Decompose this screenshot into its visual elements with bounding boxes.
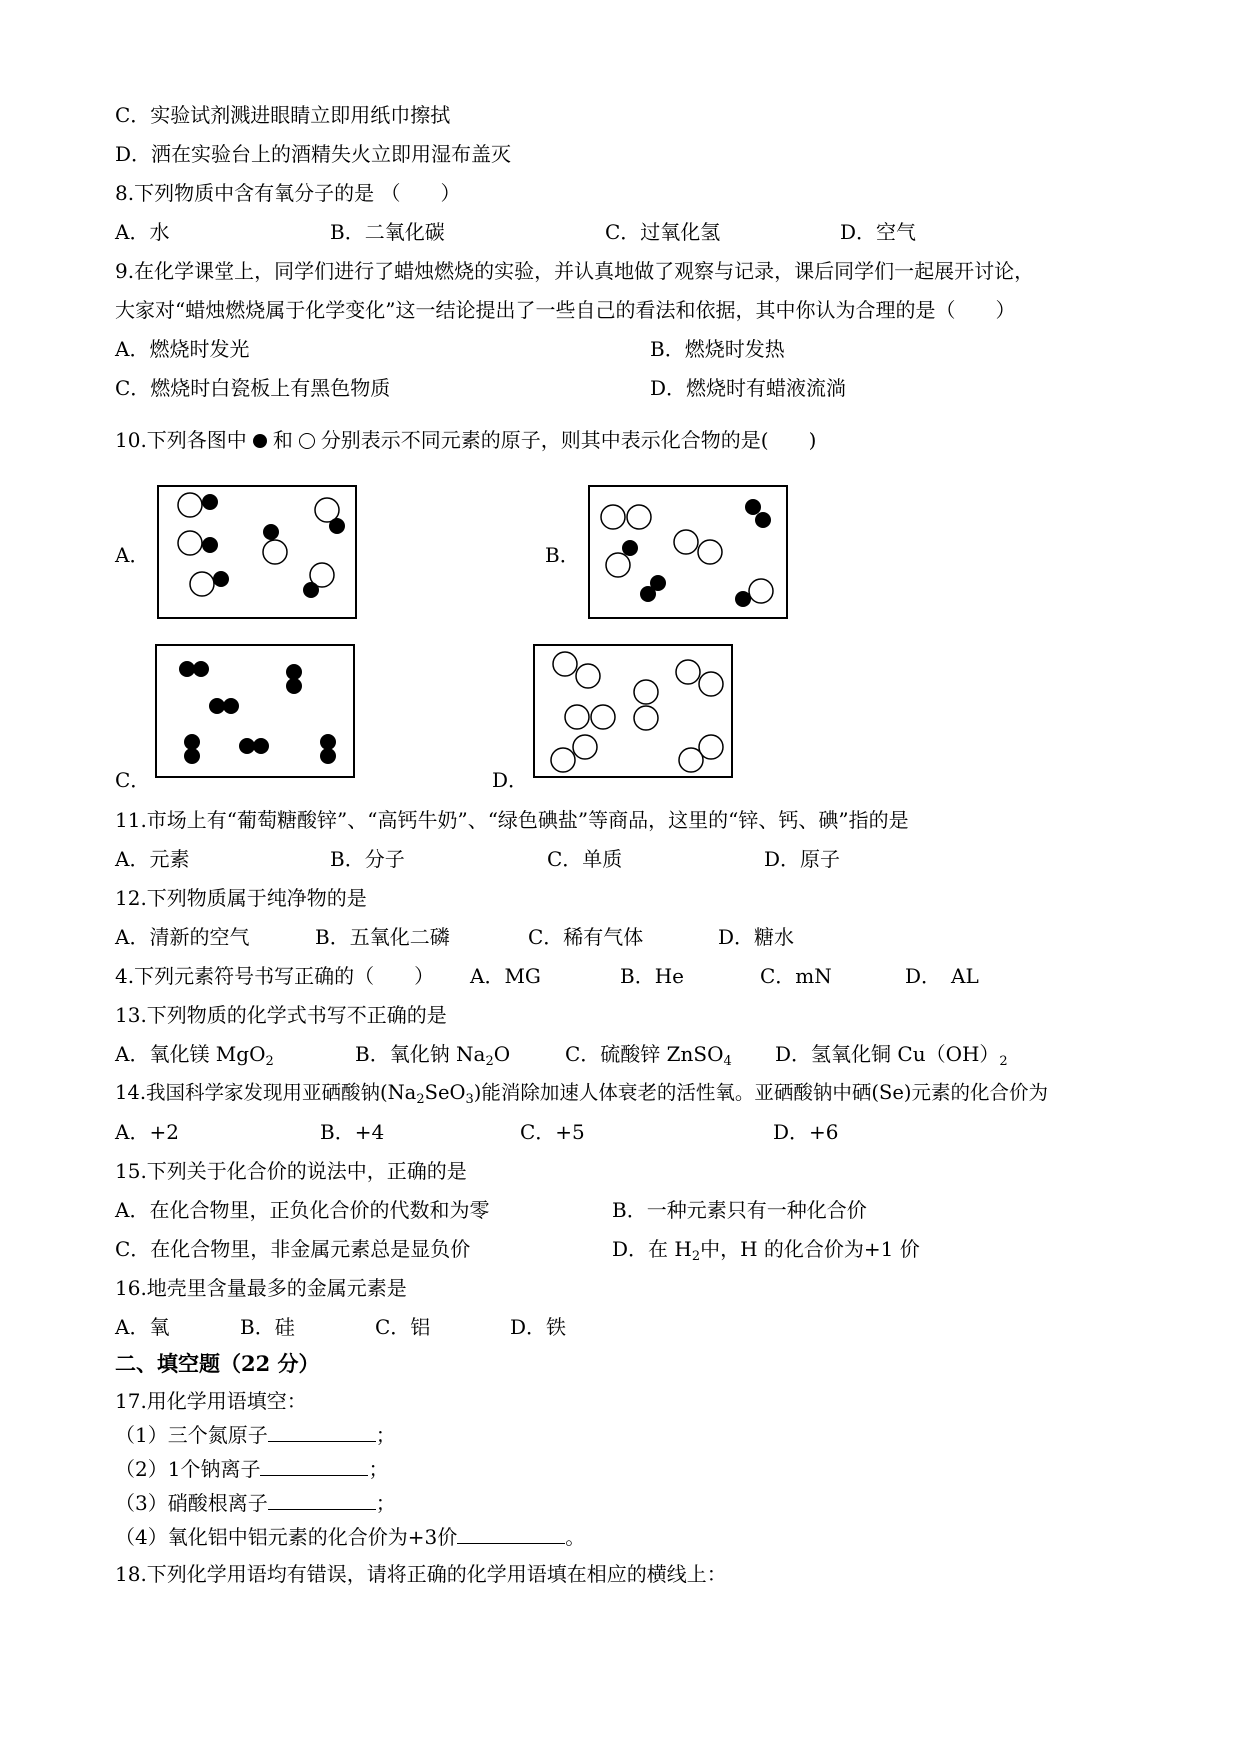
q9-option-a: A．燃烧时发光 (115, 337, 250, 361)
q10-stem-part2: 和 (272, 428, 293, 452)
q8-option-b: B．二氧化碳 (330, 220, 445, 244)
q14-sub2: 3 (465, 1092, 474, 1107)
q7-option-d: D．洒在实验台上的酒精失火立即用湿布盖灭 (115, 142, 512, 166)
q17-item-4 (115, 1525, 585, 1549)
q17-item-1-end: ； (375, 1423, 396, 1447)
q9-option-c: C．燃烧时白瓷板上有黑色物质 (115, 376, 391, 400)
q8-stem: 8.下列物质中含有氧分子的是 （ ） (115, 181, 461, 205)
q17-item-2-text: （2）1个钠离子 (115, 1457, 261, 1481)
q14-option-d: D．+6 (773, 1120, 839, 1144)
q9-stem-line2: 大家对“蜡烛燃烧属于化学变化”这一结论提出了一些自己的看法和依据，其中你认为合理的是（ ） (115, 298, 1016, 322)
q17-item-3 (115, 1491, 396, 1515)
q4-option-d: D． AL (905, 964, 979, 988)
q8-option-d: D．空气 (840, 220, 917, 244)
q17-item-4-text: （4）氧化铝中铝元素的化合价为+3价 (115, 1525, 458, 1549)
q16-option-c: C．铝 (375, 1315, 431, 1339)
q10-label-d: D． (492, 768, 529, 792)
q10-label-a: A． (115, 543, 150, 567)
q15-option-d-part2: 中，H 的化合价为+1 价 (700, 1237, 920, 1261)
q15-option-d (612, 1237, 920, 1264)
q13-option-c (565, 1042, 732, 1069)
q10-diagram-d (533, 644, 733, 778)
q12-option-d: D．糖水 (718, 925, 795, 949)
q18-stem: 18.下列化学用语均有错误，请将正确的化学用语填在相应的横线上： (115, 1562, 727, 1586)
q12-option-b: B．五氧化二磷 (315, 925, 450, 949)
q15-option-d-part1: D．在 H (612, 1237, 692, 1261)
q17-item-3-end: ； (375, 1491, 396, 1515)
q13-option-b-sub: 2 (485, 1054, 494, 1069)
q17-answer-blank-4[interactable] (457, 1525, 565, 1544)
q12-stem: 12.下列物质属于纯净物的是 (115, 886, 367, 910)
q13-option-a-sub: 2 (265, 1054, 274, 1069)
q16-option-b: B．硅 (240, 1315, 295, 1339)
filled-atom-icon (253, 434, 267, 448)
q17-stem: 17.用化学用语填空： (115, 1389, 307, 1413)
q10-diagram-c (155, 644, 355, 778)
section-title: 二、填空题（22 分） (115, 1351, 320, 1376)
q10-diagram-b (588, 485, 788, 619)
q11-option-d: D．原子 (764, 847, 841, 871)
q13-option-c-sub: 4 (723, 1054, 732, 1069)
q10-stem-part1: 10.下列各图中 (115, 428, 247, 452)
q14-option-c: C．+5 (520, 1120, 585, 1144)
q15-option-a: A．在化合物里，正负化合价的代数和为零 (115, 1198, 490, 1222)
q9-option-d: D．燃烧时有蜡液流淌 (650, 376, 847, 400)
q14-option-a: A．+2 (115, 1120, 179, 1144)
q9-option-b: B．燃烧时发热 (650, 337, 785, 361)
q10-stem (115, 428, 816, 452)
q16-stem: 16.地壳里含量最多的金属元素是 (115, 1276, 407, 1300)
q16-option-a: A．氧 (115, 1315, 170, 1339)
q4-stem: 4.下列元素符号书写正确的（ ） (115, 964, 435, 988)
q17-item-3-text: （3）硝酸根离子 (115, 1491, 268, 1515)
q13-option-a-text: A．氧化镁 MgO (115, 1042, 266, 1066)
q17-item-2 (115, 1457, 388, 1481)
q10-diagram-a (157, 485, 357, 619)
q17-answer-blank-1[interactable] (268, 1423, 376, 1442)
q8-option-a: A．水 (115, 220, 170, 244)
q10-label-b: B． (545, 543, 580, 567)
q14-stem-part1: 14.我国科学家发现用亚硒酸钠(Na (115, 1081, 417, 1104)
q11-option-a: A．元素 (115, 847, 190, 871)
q13-option-d (775, 1042, 1008, 1069)
q17-item-1 (115, 1423, 396, 1447)
q8-option-c: C．过氧化氢 (605, 220, 721, 244)
q4-option-c: C．mN (760, 964, 832, 988)
q17-item-2-end: ； (368, 1457, 389, 1481)
q17-item-1-text: （1）三个氮原子 (115, 1423, 268, 1447)
q10-label-c: C． (115, 768, 151, 792)
q15-option-b: B．一种元素只有一种化合价 (612, 1198, 867, 1222)
q13-option-b (355, 1042, 511, 1069)
q13-option-a (115, 1042, 274, 1069)
q4-option-b: B．He (620, 964, 684, 988)
q13-option-b-tail: O (493, 1042, 511, 1066)
q13-option-c-text: C．硫酸锌 ZnSO (565, 1042, 724, 1066)
q16-option-d: D．铁 (510, 1315, 567, 1339)
q13-option-d-text: D．氢氧化铜 Cu（OH） (775, 1042, 1000, 1066)
q17-answer-blank-2[interactable] (260, 1457, 368, 1476)
q14-sub1: 2 (416, 1092, 425, 1107)
q9-stem-line1: 9.在化学课堂上，同学们进行了蜡烛燃烧的实验，并认真地做了观察与记录，课后同学们一起展开讨论， (115, 259, 1035, 283)
q7-option-c: C．实验试剂溅进眼睛立即用纸巾擦拭 (115, 103, 451, 127)
q15-stem: 15.下列关于化合价的说法中，正确的是 (115, 1159, 467, 1183)
q11-option-b: B．分子 (330, 847, 405, 871)
q17-item-4-end: 。 (565, 1525, 586, 1549)
q14-stem-part2: SeO (424, 1081, 466, 1104)
q17-answer-blank-3[interactable] (268, 1491, 376, 1510)
q12-option-c: C．稀有气体 (528, 925, 644, 949)
q10-stem-part3: 分别表示不同元素的原子，则其中表示化合物的是( ) (320, 428, 817, 452)
q15-option-d-sub: 2 (691, 1249, 701, 1264)
q13-option-d-sub: 2 (999, 1054, 1008, 1069)
q15-option-c: C．在化合物里，非金属元素总是显负价 (115, 1237, 471, 1261)
q11-option-c: C．单质 (547, 847, 623, 871)
q12-option-a: A．清新的空气 (115, 925, 250, 949)
q14-option-b: B．+4 (320, 1120, 385, 1144)
q13-option-b-text: B．氧化钠 Na (355, 1042, 486, 1066)
q11-stem: 11.市场上有“葡萄糖酸锌”、“高钙牛奶”、“绿色碘盐”等商品，这里的“锌、钙、碘”指的是 (115, 808, 909, 832)
q13-stem: 13.下列物质的化学式书写不正确的是 (115, 1003, 447, 1027)
q4-option-a: A．MG (470, 964, 541, 988)
q14-stem-part3: )能消除加速人体衰老的活性氧。亚硒酸钠中硒(Se)元素的化合价为 (473, 1081, 1048, 1104)
q14-stem (115, 1081, 1048, 1105)
hollow-atom-icon (299, 433, 315, 449)
